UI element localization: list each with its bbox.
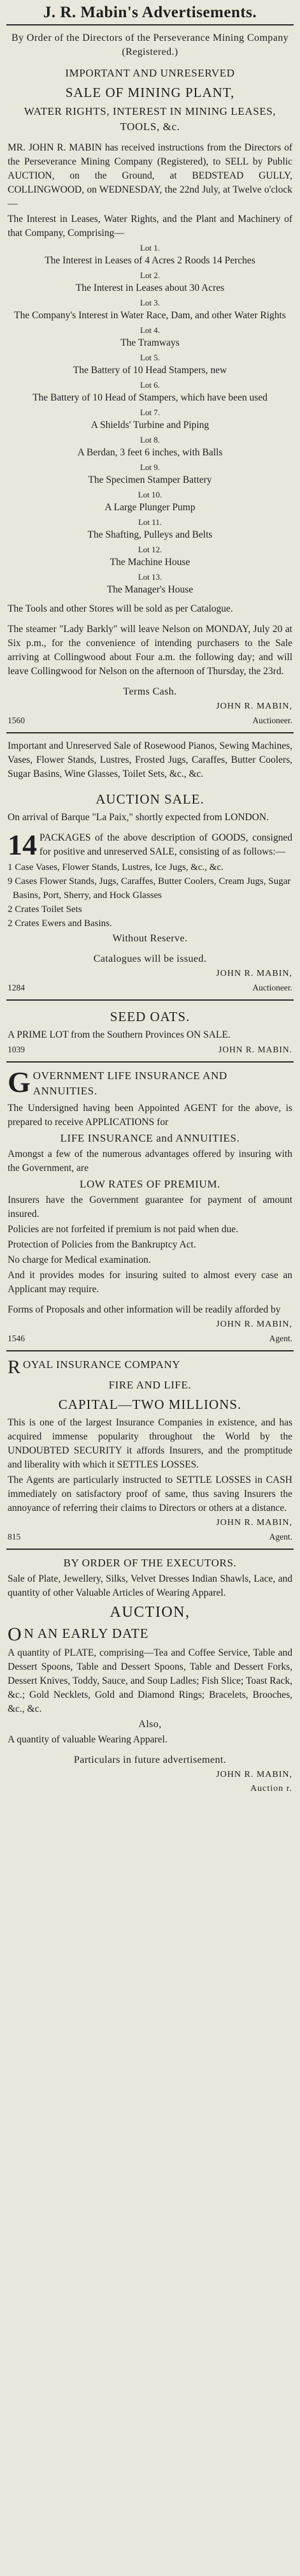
signer: JOHN R. MABIN, <box>216 1320 292 1329</box>
ad-body: Protection of Policies from the Bankruptcy Act. <box>8 1239 196 1250</box>
lot-description: The Battery of 10 Head Stampers, new <box>73 365 227 376</box>
list-item: 2 Crates Ewers and Basins. <box>8 918 112 929</box>
list-item: 1 Case Vases, Flower Stands, Lustres, Ice Jugs, &c., &c. <box>8 862 224 872</box>
signer: JOHN R. MABIN, <box>216 1518 292 1527</box>
ad-government-insurance <box>6 1063 294 1350</box>
drop-cap: 14 <box>8 828 37 861</box>
ad-subtitle: IMPORTANT AND UNRESERVED <box>65 67 235 79</box>
ad-body: The Agents are particularly instructed to SETTLE LOSSES in CASH immediately on satisfactory proof of same, thus saving Insurers the annoyance of referring their claims to Directors or others at a distance. <box>8 1475 292 1513</box>
signer-role: Agent. <box>269 1334 292 1343</box>
lot-list <box>8 242 292 597</box>
lot-number: Lot 3. <box>139 298 161 307</box>
ad-body: The Undersigned having been Appointed AGENT for the above, is prepared to receive APPLICATIONS for <box>8 1103 292 1128</box>
lot-number: Lot 2. <box>139 270 161 280</box>
lot-description: The Tramways <box>120 337 180 348</box>
lot-description: The Company's Interest in Water Race, Dam, and other Water Rights <box>14 310 286 321</box>
steamer-note: The steamer "Lady Barkly" will leave Nelson on MONDAY, July 20 at Six p.m., for the convenience of intending purchasers to the Sale arriving at Collingwood about Four a.m. the following day; and will leave Collingwood for Nelson on the afternoon of Thursday, the 23rd. <box>8 624 292 677</box>
lot-description: The Specimen Stamper Battery <box>88 475 212 485</box>
ad-arrival: On arrival of Barque "La Paix," shortly expected from LONDON. <box>8 812 269 823</box>
ad-body: Policies are not forfeited if premium is not paid when due. <box>8 1224 239 1235</box>
lot-number: Lot 6. <box>139 380 161 390</box>
signature-row <box>8 982 292 994</box>
signer: JOHN R. MABIN. <box>218 1045 292 1054</box>
ad-body: And it provides modes for insuring suited to almost every case an Applicant may require. <box>8 1270 292 1295</box>
ad-auction-sale <box>6 790 294 999</box>
lot-number: Lot 11. <box>138 517 162 527</box>
ad-executors-sale <box>6 1550 294 1802</box>
ad-ref-number: 1546 <box>8 1334 25 1343</box>
ad-body: Insurers have the Government guarantee for payment of amount insured. <box>8 1195 292 1219</box>
ad-rosewood <box>6 733 294 788</box>
ad-title: SEED OATS. <box>110 1009 190 1024</box>
advertisement-column <box>6 0 294 1802</box>
ad-title: AUCTION, <box>110 1604 190 1621</box>
ad-title-2: N AN EARLY DATE <box>24 1626 149 1641</box>
drop-cap: R <box>8 1357 21 1378</box>
masthead: J. R. Mabin's Advertisements. <box>43 4 257 21</box>
ad-body: A PRIME LOT from the Southern Provinces ON SALE. <box>8 1029 231 1040</box>
lot-description: The Interest in Leases of 4 Acres 2 Roods 14 Perches <box>45 255 255 266</box>
catalogue-note: Catalogues will be issued. <box>93 953 207 964</box>
ad-royal-insurance <box>6 1351 294 1549</box>
ad-interest: The Interest in Leases, Water Rights, and the Plant and Machinery of that Company, Comprising— <box>8 214 292 239</box>
ad-ref-number: 1560 <box>8 716 25 725</box>
signer-role: Auctioneer. <box>252 716 292 725</box>
list-item: 2 Crates Toilet Sets <box>8 904 82 915</box>
ad-subtitle: FIRE AND LIFE. <box>108 1379 192 1391</box>
ad-title: SALE OF MINING PLANT, <box>65 85 235 100</box>
ad-body: Amongst a few of the numerous advantages offered by insuring with the Government, are <box>8 1149 292 1174</box>
lot-number: Lot 10. <box>138 490 162 499</box>
ad-body: Important and Unreserved Sale of Rosewood Pianos, Sewing Machines, Vases, Flower Stands, Lustres, Frosted Jugs, Caraffes, Butter Coolers, Sugar Basins, Wine Glasses, Toilet Sets, &c., &c. <box>8 740 292 779</box>
terms: Terms Cash. <box>123 686 177 697</box>
lot-number: Lot 1. <box>139 243 161 253</box>
ad-body: MR. JOHN R. MABIN has received instructions from the Directors of the Perseverance Mining Company (Registered), to SELL by Public AUCTION, on the Ground, at BEDSTEAD GULLY, COLLINGWOOD, on WEDNESDAY, the 22nd July, at Twelve o'clock— <box>8 142 292 209</box>
ad-body: Forms of Proposals and other information will be readily afforded by <box>8 1304 281 1315</box>
lot-description: The Shafting, Pulleys and Belts <box>87 529 213 540</box>
ad-body: This is one of the largest Insurance Companies in existence, and has acquired immense popularity throughout the World by the UNDOUBTED SECURITY it affords Insurers, and the promptitude and liberality with which it SETTLES LOSSES. <box>8 1417 292 1470</box>
ad-body: Sale of Plate, Jewellery, Silks, Velvet Dresses Indian Shawls, Lace, and quantity of other Valuable Articles of Wearing Apparel. <box>8 1573 292 1598</box>
tools-note: The Tools and other Stores will be sold as per Catalogue. <box>8 603 233 614</box>
signer-role: Agent. <box>269 1532 292 1542</box>
ad-mining-plant <box>6 26 294 732</box>
drop-cap: G <box>8 1066 31 1098</box>
ad-title-2: WATER RIGHTS, INTEREST IN MINING LEASES, TOOLS, &c. <box>24 105 276 133</box>
ad-title: OYAL INSURANCE COMPANY <box>23 1358 181 1371</box>
lot-description: A Large Plunger Pump <box>104 502 196 513</box>
lot-description: The Interest in Leases about 30 Acres <box>75 283 225 293</box>
particulars-note: Particulars in future advertisement. <box>73 1755 227 1765</box>
ad-ref-number: 815 <box>8 1532 21 1542</box>
ad-intro: By Order of the Directors of the Perseverance Mining Company (Registered.) <box>11 33 289 57</box>
list-item: 9 Cases Flower Stands, Jugs, Caraffes, Butter Coolers, Cream Jugs, Sugar Basins, Port, Sherry, and Hock Glasses <box>8 876 291 901</box>
lot-number: Lot 12. <box>138 545 162 554</box>
item-list <box>8 860 292 931</box>
signature-row <box>8 1531 292 1543</box>
ad-heading: BY ORDER OF THE EXECUTORS. <box>63 1557 237 1569</box>
lot-description: A Berdan, 3 feet 6 inches, with Balls <box>77 447 223 458</box>
signer-role: Auctioneer. <box>252 983 292 992</box>
signer: JOHN R. MABIN, <box>216 1770 292 1779</box>
ad-ref-number: 1039 <box>8 1045 25 1054</box>
lot-description: The Battery of 10 Head of Stampers, which have been used <box>32 392 268 403</box>
ad-body: A quantity of PLATE, comprising—Tea and Coffee Service, Table and Dessert Spoons, Table and Dessert Spoons, Table and Dessert Forks, Dessert Knives, Toddy, Sauce, and Soup Ladles; Fish Slice; Toast Rack, &c.; Gold Necklets, Gold and Diamond Rings; Bracelets, Brooches, &c., &c. <box>8 1647 292 1714</box>
drop-cap: O <box>8 1624 22 1645</box>
lot-description: The Manager's House <box>106 584 194 595</box>
signer: JOHN R. MABIN, <box>216 969 292 978</box>
lot-number: Lot 9. <box>139 462 161 472</box>
also-label: Also, <box>138 1719 162 1730</box>
ad-subhead: LOW RATES OF PREMIUM. <box>79 1178 221 1190</box>
reserve-note: Without Reserve. <box>112 933 188 944</box>
ad-subhead: LIFE INSURANCE and ANNUITIES. <box>60 1132 240 1144</box>
ad-body: PACKAGES of the above description of GOODS, consigned for positive and unreserved SALE, consisting of as follows:— <box>39 832 292 857</box>
ad-seed-oats <box>6 1001 294 1061</box>
signature-row <box>8 714 292 727</box>
lot-number: Lot 8. <box>139 435 161 445</box>
lot-description: A Shields' Turbine and Piping <box>90 420 210 431</box>
ad-ref-number: 1284 <box>8 983 25 992</box>
ad-body: A quantity of valuable Wearing Apparel. <box>8 1734 168 1745</box>
ad-title: OVERNMENT LIFE INSURANCE AND ANNUITIES. <box>32 1070 227 1097</box>
ad-title: AUCTION SALE. <box>96 791 204 807</box>
lot-number: Lot 13. <box>138 572 162 582</box>
lot-number: Lot 5. <box>139 353 161 362</box>
signature-row <box>8 1332 292 1345</box>
signer-role: Auction r. <box>250 1784 292 1793</box>
signature-row <box>8 1043 292 1056</box>
lot-number: Lot 7. <box>139 408 161 417</box>
signer: JOHN R. MABIN, <box>216 702 292 711</box>
lot-number: Lot 4. <box>139 325 161 335</box>
ad-body: No charge for Medical examination. <box>8 1255 151 1265</box>
ad-capital: CAPITAL—TWO MILLIONS. <box>58 1397 242 1412</box>
lot-description: The Machine House <box>110 557 190 568</box>
